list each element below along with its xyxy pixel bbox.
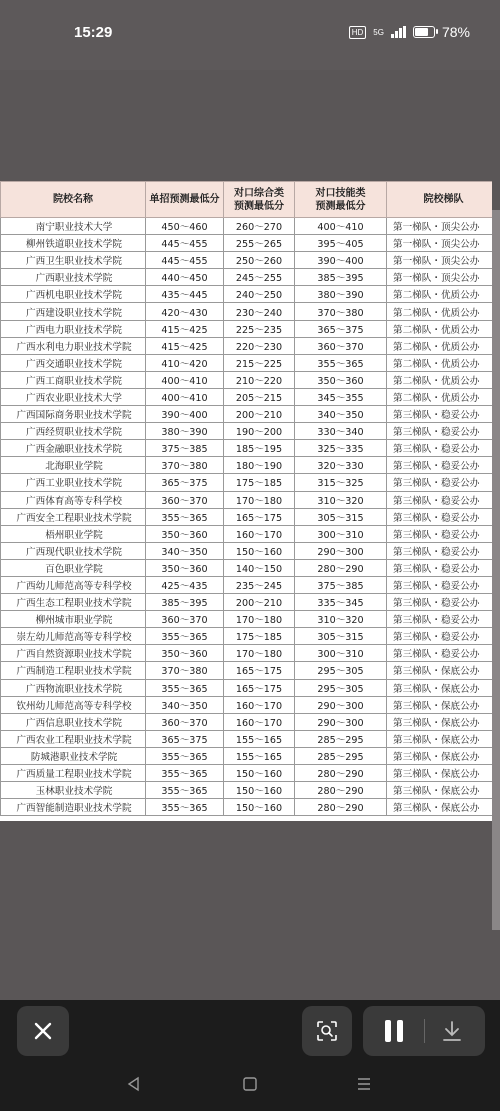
media-controls	[363, 1006, 485, 1056]
status-icons	[349, 24, 470, 40]
cell-school-name: 广西现代职业技术学院	[1, 542, 146, 559]
cell-tier: 第三梯队・稳妥公办	[387, 406, 493, 423]
cell-school-name: 广西水利电力职业技术学院	[1, 337, 146, 354]
cell-school-name: 广西国际商务职业技术学院	[1, 406, 146, 423]
cell-single-score: 420～430	[146, 303, 224, 320]
cell-skill-score: 400～410	[295, 218, 387, 235]
cell-skill-score: 385～395	[295, 269, 387, 286]
cell-school-name: 防城港职业技术学院	[1, 747, 146, 764]
cell-skill-score: 285～295	[295, 730, 387, 747]
cell-school-name: 广西幼儿师范高等专科学校	[1, 576, 146, 593]
score-table	[0, 181, 492, 816]
cell-tier: 第三梯队・保底公办	[387, 799, 493, 816]
cell-school-name: 广西金融职业技术学院	[1, 440, 146, 457]
cell-tier: 第三梯队・稳妥公办	[387, 542, 493, 559]
table-row	[1, 679, 493, 696]
cell-single-score: 385～395	[146, 594, 224, 611]
cell-school-name: 广西经贸职业技术学院	[1, 423, 146, 440]
hd-icon: HD	[349, 26, 367, 39]
header-single-score: 单招预测最低分	[146, 182, 224, 218]
cell-school-name: 广西物流职业技术学院	[1, 679, 146, 696]
table-row	[1, 286, 493, 303]
cell-comprehensive-score: 155～165	[224, 730, 295, 747]
battery-percent: 78%	[441, 24, 470, 40]
cell-skill-score: 280～290	[295, 799, 387, 816]
cell-skill-score: 295～305	[295, 662, 387, 679]
table-row	[1, 628, 493, 645]
cell-single-score: 355～365	[146, 679, 224, 696]
table-row	[1, 782, 493, 799]
table-row	[1, 713, 493, 730]
download-icon	[441, 1020, 463, 1042]
score-table-image	[0, 181, 492, 821]
battery-icon	[413, 26, 435, 38]
cell-skill-score: 330～340	[295, 423, 387, 440]
cell-single-score: 410～420	[146, 354, 224, 371]
cell-school-name: 柳州铁道职业技术学院	[1, 235, 146, 252]
cell-comprehensive-score: 150～160	[224, 782, 295, 799]
header-comprehensive-score: 对口综合类 预测最低分	[224, 182, 295, 218]
cell-single-score: 340～350	[146, 696, 224, 713]
lens-scan-button[interactable]	[302, 1006, 352, 1056]
cell-comprehensive-score: 175～185	[224, 628, 295, 645]
cell-single-score: 355～365	[146, 782, 224, 799]
cell-school-name: 广西安全工程职业技术学院	[1, 508, 146, 525]
cell-single-score: 415～425	[146, 320, 224, 337]
table-row	[1, 559, 493, 576]
cell-school-name: 广西自然资源职业技术学院	[1, 645, 146, 662]
cell-school-name: 广西工业职业技术学院	[1, 474, 146, 491]
cell-tier: 第二梯队・优质公办	[387, 320, 493, 337]
download-button[interactable]	[441, 1020, 463, 1042]
table-row	[1, 594, 493, 611]
header-skill-score: 对口技能类 预测最低分	[295, 182, 387, 218]
cell-tier: 第三梯队・保底公办	[387, 679, 493, 696]
cell-comprehensive-score: 150～160	[224, 799, 295, 816]
cell-single-score: 360～370	[146, 713, 224, 730]
cell-single-score: 435～445	[146, 286, 224, 303]
image-edge	[492, 210, 500, 930]
network-type-icon: 5G	[373, 27, 384, 37]
table-row	[1, 747, 493, 764]
cell-skill-score: 390～400	[295, 252, 387, 269]
cell-school-name: 梧州职业学院	[1, 525, 146, 542]
cell-single-score: 355～365	[146, 508, 224, 525]
cell-comprehensive-score: 150～160	[224, 542, 295, 559]
cell-comprehensive-score: 200～210	[224, 594, 295, 611]
cell-single-score: 370～380	[146, 457, 224, 474]
table-row	[1, 799, 493, 816]
cell-school-name: 南宁职业技术大学	[1, 218, 146, 235]
navigation-bar	[0, 1080, 500, 1111]
table-row	[1, 730, 493, 747]
cell-skill-score: 310～320	[295, 611, 387, 628]
cell-single-score: 390～400	[146, 406, 224, 423]
cell-single-score: 370～380	[146, 662, 224, 679]
cell-tier: 第一梯队・顶尖公办	[387, 252, 493, 269]
cell-tier: 第二梯队・优质公办	[387, 303, 493, 320]
signal-icon	[391, 26, 406, 38]
cell-comprehensive-score: 190～200	[224, 423, 295, 440]
cell-tier: 第三梯队・保底公办	[387, 696, 493, 713]
table-row	[1, 474, 493, 491]
pause-icon	[383, 1019, 405, 1043]
cell-skill-score: 310～320	[295, 491, 387, 508]
cell-tier: 第三梯队・保底公办	[387, 765, 493, 782]
cell-skill-score: 300～310	[295, 525, 387, 542]
cell-comprehensive-score: 160～170	[224, 696, 295, 713]
bottom-control-panel	[0, 1000, 500, 1111]
cell-school-name: 广西交通职业技术学院	[1, 354, 146, 371]
cell-comprehensive-score: 140～150	[224, 559, 295, 576]
status-time: 15:29	[74, 24, 113, 41]
cell-school-name: 崇左幼儿师范高等专科学校	[1, 628, 146, 645]
table-row	[1, 696, 493, 713]
cell-tier: 第三梯队・保底公办	[387, 782, 493, 799]
cell-single-score: 445～455	[146, 252, 224, 269]
cell-skill-score: 325～335	[295, 440, 387, 457]
cell-school-name: 百色职业学院	[1, 559, 146, 576]
cell-single-score: 355～365	[146, 628, 224, 645]
cell-single-score: 355～365	[146, 765, 224, 782]
close-icon	[33, 1021, 53, 1041]
cell-tier: 第一梯队・顶尖公办	[387, 235, 493, 252]
cell-skill-score: 370～380	[295, 303, 387, 320]
cell-school-name: 广西制造工程职业技术学院	[1, 662, 146, 679]
cell-comprehensive-score: 185～195	[224, 440, 295, 457]
cell-single-score: 360～370	[146, 611, 224, 628]
cell-tier: 第三梯队・稳妥公办	[387, 559, 493, 576]
table-row	[1, 645, 493, 662]
cell-skill-score: 280～290	[295, 782, 387, 799]
table-row	[1, 542, 493, 559]
cell-school-name: 广西机电职业技术学院	[1, 286, 146, 303]
cell-tier: 第三梯队・稳妥公办	[387, 645, 493, 662]
cell-single-score: 355～365	[146, 747, 224, 764]
cell-tier: 第二梯队・优质公办	[387, 337, 493, 354]
cell-tier: 第一梯队・顶尖公办	[387, 269, 493, 286]
cell-school-name: 广西建设职业技术学院	[1, 303, 146, 320]
cell-tier: 第三梯队・稳妥公办	[387, 474, 493, 491]
cell-single-score: 380～390	[146, 423, 224, 440]
table-row	[1, 662, 493, 679]
cell-school-name: 广西体育高等专科学校	[1, 491, 146, 508]
cell-comprehensive-score: 215～225	[224, 354, 295, 371]
cell-skill-score: 280～290	[295, 559, 387, 576]
pause-button[interactable]	[383, 1019, 405, 1043]
header-school-name: 院校名称	[1, 182, 146, 218]
table-row	[1, 303, 493, 320]
cell-tier: 第三梯队・保底公办	[387, 747, 493, 764]
cell-skill-score: 380～390	[295, 286, 387, 303]
table-row	[1, 337, 493, 354]
table-row	[1, 354, 493, 371]
cell-comprehensive-score: 165～175	[224, 508, 295, 525]
cell-school-name: 北海职业学院	[1, 457, 146, 474]
cell-single-score: 375～385	[146, 440, 224, 457]
cell-comprehensive-score: 205～215	[224, 388, 295, 405]
cell-school-name: 广西农业工程职业技术学院	[1, 730, 146, 747]
cell-tier: 第三梯队・稳妥公办	[387, 594, 493, 611]
cell-tier: 第二梯队・优质公办	[387, 388, 493, 405]
cell-comprehensive-score: 245～255	[224, 269, 295, 286]
cell-skill-score: 315～325	[295, 474, 387, 491]
cell-comprehensive-score: 180～190	[224, 457, 295, 474]
table-row	[1, 508, 493, 525]
cell-comprehensive-score: 240～250	[224, 286, 295, 303]
table-row	[1, 765, 493, 782]
cell-tier: 第三梯队・稳妥公办	[387, 423, 493, 440]
cell-tier: 第三梯队・稳妥公办	[387, 457, 493, 474]
cell-school-name: 广西质量工程职业技术学院	[1, 765, 146, 782]
status-bar	[0, 0, 500, 70]
menu-lines-icon[interactable]	[356, 1076, 372, 1092]
cell-skill-score: 375～385	[295, 576, 387, 593]
cell-comprehensive-score: 155～165	[224, 747, 295, 764]
cell-skill-score: 280～290	[295, 765, 387, 782]
cell-tier: 第三梯队・稳妥公办	[387, 611, 493, 628]
close-button[interactable]	[17, 1006, 69, 1056]
cell-single-score: 350～360	[146, 645, 224, 662]
table-row	[1, 320, 493, 337]
table-row	[1, 457, 493, 474]
cell-single-score: 365～375	[146, 474, 224, 491]
cell-school-name: 玉林职业技术学院	[1, 782, 146, 799]
cell-comprehensive-score: 170～180	[224, 645, 295, 662]
cell-comprehensive-score: 210～220	[224, 371, 295, 388]
cell-comprehensive-score: 170～180	[224, 491, 295, 508]
cell-tier: 第三梯队・稳妥公办	[387, 508, 493, 525]
cell-single-score: 400～410	[146, 371, 224, 388]
cell-skill-score: 350～360	[295, 371, 387, 388]
cell-skill-score: 360～370	[295, 337, 387, 354]
cell-comprehensive-score: 230～240	[224, 303, 295, 320]
cell-comprehensive-score: 150～160	[224, 765, 295, 782]
cell-comprehensive-score: 260～270	[224, 218, 295, 235]
table-row	[1, 611, 493, 628]
home-square-icon[interactable]	[242, 1076, 258, 1092]
cell-single-score: 350～360	[146, 559, 224, 576]
lens-scan-icon	[316, 1020, 338, 1042]
table-row	[1, 252, 493, 269]
cell-single-score: 445～455	[146, 235, 224, 252]
cell-comprehensive-score: 225～235	[224, 320, 295, 337]
table-row	[1, 235, 493, 252]
cell-comprehensive-score: 220～230	[224, 337, 295, 354]
cell-comprehensive-score: 255～265	[224, 235, 295, 252]
cell-single-score: 415～425	[146, 337, 224, 354]
cell-tier: 第二梯队・优质公办	[387, 354, 493, 371]
cell-tier: 第一梯队・顶尖公办	[387, 218, 493, 235]
battery-fill	[415, 28, 428, 36]
cell-skill-score: 295～305	[295, 679, 387, 696]
cell-skill-score: 300～310	[295, 645, 387, 662]
cell-single-score: 350～360	[146, 525, 224, 542]
cell-tier: 第三梯队・保底公办	[387, 713, 493, 730]
cell-tier: 第三梯队・稳妥公办	[387, 491, 493, 508]
cell-skill-score: 305～315	[295, 508, 387, 525]
cell-skill-score: 290～300	[295, 696, 387, 713]
cell-comprehensive-score: 165～175	[224, 679, 295, 696]
cell-comprehensive-score: 170～180	[224, 611, 295, 628]
cell-single-score: 440～450	[146, 269, 224, 286]
cell-single-score: 360～370	[146, 491, 224, 508]
table-row	[1, 371, 493, 388]
header-tier: 院校梯队	[387, 182, 493, 218]
cell-tier: 第三梯队・稳妥公办	[387, 440, 493, 457]
cell-school-name: 钦州幼儿师范高等专科学校	[1, 696, 146, 713]
cell-tier: 第三梯队・稳妥公办	[387, 525, 493, 542]
cell-school-name: 广西卫生职业技术学院	[1, 252, 146, 269]
table-row	[1, 491, 493, 508]
cell-comprehensive-score: 175～185	[224, 474, 295, 491]
cell-comprehensive-score: 165～175	[224, 662, 295, 679]
cell-school-name: 广西农业职业技术大学	[1, 388, 146, 405]
cell-skill-score: 340～350	[295, 406, 387, 423]
table-row	[1, 525, 493, 542]
back-triangle-icon[interactable]	[126, 1076, 142, 1092]
cell-school-name: 广西信息职业技术学院	[1, 713, 146, 730]
cell-skill-score: 290～300	[295, 542, 387, 559]
cell-skill-score: 335～345	[295, 594, 387, 611]
cell-school-name: 广西职业技术学院	[1, 269, 146, 286]
cell-comprehensive-score: 160～170	[224, 525, 295, 542]
cell-comprehensive-score: 250～260	[224, 252, 295, 269]
cell-single-score: 450～460	[146, 218, 224, 235]
cell-skill-score: 345～355	[295, 388, 387, 405]
cell-tier: 第三梯队・稳妥公办	[387, 628, 493, 645]
cell-tier: 第三梯队・稳妥公办	[387, 576, 493, 593]
table-row	[1, 440, 493, 457]
cell-tier: 第二梯队・优质公办	[387, 371, 493, 388]
table-header-row	[1, 182, 493, 218]
table-row	[1, 388, 493, 405]
cell-school-name: 广西电力职业技术学院	[1, 320, 146, 337]
cell-school-name: 广西生态工程职业技术学院	[1, 594, 146, 611]
cell-single-score: 400～410	[146, 388, 224, 405]
table-body	[1, 218, 493, 816]
cell-tier: 第二梯队・优质公办	[387, 286, 493, 303]
cell-skill-score: 365～375	[295, 320, 387, 337]
cell-comprehensive-score: 160～170	[224, 713, 295, 730]
cell-single-score: 365～375	[146, 730, 224, 747]
cell-skill-score: 320～330	[295, 457, 387, 474]
table-row	[1, 423, 493, 440]
cell-single-score: 340～350	[146, 542, 224, 559]
cell-skill-score: 290～300	[295, 713, 387, 730]
cell-tier: 第三梯队・保底公办	[387, 662, 493, 679]
cell-school-name: 柳州城市职业学院	[1, 611, 146, 628]
cell-single-score: 355～365	[146, 799, 224, 816]
cell-school-name: 广西智能制造职业技术学院	[1, 799, 146, 816]
cell-comprehensive-score: 200～210	[224, 406, 295, 423]
cell-skill-score: 395～405	[295, 235, 387, 252]
cell-tier: 第三梯队・保底公办	[387, 730, 493, 747]
table-row	[1, 406, 493, 423]
cell-school-name: 广西工商职业技术学院	[1, 371, 146, 388]
cell-skill-score: 355～365	[295, 354, 387, 371]
table-row	[1, 218, 493, 235]
cell-single-score: 425～435	[146, 576, 224, 593]
cell-comprehensive-score: 235～245	[224, 576, 295, 593]
controls-divider	[424, 1019, 425, 1043]
table-row	[1, 269, 493, 286]
cell-skill-score: 305～315	[295, 628, 387, 645]
table-row	[1, 576, 493, 593]
cell-skill-score: 285～295	[295, 747, 387, 764]
